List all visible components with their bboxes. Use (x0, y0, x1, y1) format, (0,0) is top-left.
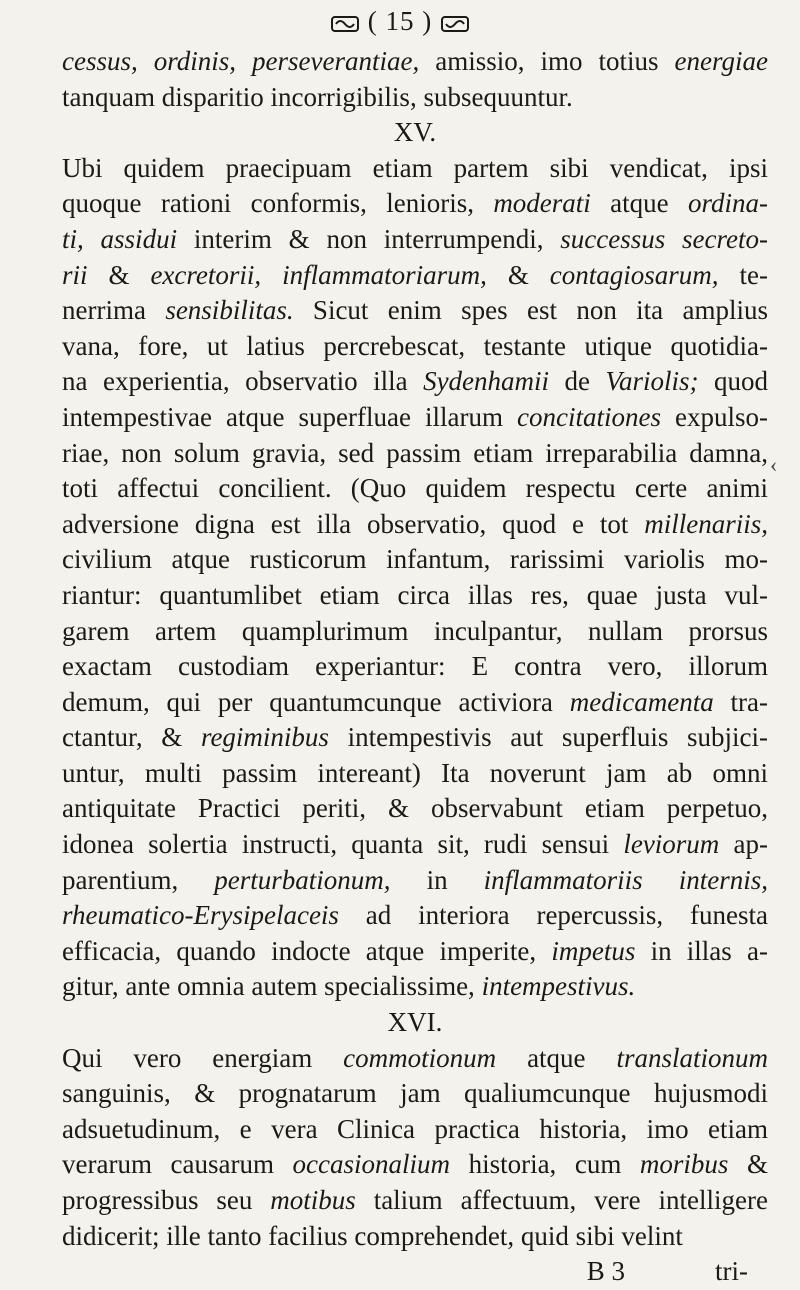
text-run: interim & non interrumpendi, (177, 223, 561, 254)
text-line (62, 542, 768, 578)
text-run: & (486, 259, 550, 290)
text-run: ctantur, & (62, 722, 201, 753)
text-run: toti affectui concilient. (Quo quidem respectu certe animi (62, 473, 768, 504)
text-line (62, 258, 768, 294)
text-run: sanguinis, & prognatarum jam qualiumcunque hujusmodi (62, 1078, 768, 1109)
margin-mark: ‹ (770, 452, 778, 477)
text-run: untur, multi passim intereant) Ita noverunt jam ab omni (62, 757, 768, 788)
italic-run: occasionalium (292, 1149, 451, 1180)
italic-run: regiminibus (200, 722, 329, 753)
text-run: exactam custodiam experiantur: E contra vero, illorum (62, 651, 768, 682)
text-run: tra- (713, 686, 768, 717)
page-footer (62, 1254, 768, 1290)
text-run: na experientia, observatio illa (62, 366, 424, 397)
text-run: progressibus seu (62, 1185, 271, 1215)
italic-run: cessus, ordinis, perseverantiae, (62, 46, 420, 76)
text-run: verarum causarum (62, 1149, 293, 1180)
text-line (62, 969, 768, 1005)
italic-run: sensibilitas. (165, 295, 294, 326)
text-line (62, 293, 768, 329)
text-run: in illas a- (635, 935, 768, 966)
text-line (62, 507, 768, 543)
italic-run: rii (62, 259, 88, 290)
italic-run: moribus (639, 1149, 729, 1180)
text-line (62, 222, 768, 258)
text-run: & (728, 1149, 768, 1180)
italic-run: concitationes (517, 401, 661, 432)
text-line (62, 471, 768, 507)
text-run: Qui vero energiam (62, 1042, 344, 1073)
text-run: Sicut enim spes est non ita amplius (293, 295, 769, 326)
italic-run: medicamenta (569, 686, 714, 717)
italic-run: ti, assidui (62, 223, 178, 254)
section-heading (62, 115, 768, 151)
text-line (62, 578, 768, 614)
text-run: idonea solertia instructi, quanta sit, rudi sensui (62, 829, 624, 860)
text-run: adversione digna est illa observatio, quod e tot (62, 508, 645, 539)
text-run: XVI. (387, 1007, 443, 1038)
text-run: quoque rationi conformis, lenioris, (62, 188, 494, 219)
text-run: historia, cum (450, 1149, 640, 1180)
italic-run: excretorii, inflammatoriarum, (150, 259, 487, 290)
italic-run: successus secreto- (560, 223, 768, 254)
italic-run: energiae (674, 46, 768, 76)
text-line (62, 898, 768, 934)
text-run: quod (698, 366, 768, 397)
text-line (62, 44, 768, 80)
text-run: riantur: quantumlibet etiam circa illas res, quae justa vul- (62, 579, 768, 610)
signature-mark: B 3 (586, 1256, 625, 1287)
printer-ornament-icon (440, 14, 470, 34)
text-line (62, 1183, 768, 1219)
text-run: antiquitate Practici periti, & observabunt etiam perpetuo, (62, 793, 768, 824)
text-run: efficacia, quando indocte atque imperite, (62, 935, 552, 966)
text-line (62, 400, 768, 436)
italic-run: Variolis; (605, 366, 699, 397)
text-run: garem artem quamplurimum inculpantur, nullam prorsus (62, 615, 768, 646)
italic-run: ordina- (687, 188, 768, 219)
text-line (62, 80, 768, 116)
text-run: adsuetudinum, e vera Clinica practica historia, imo etiam (62, 1113, 768, 1144)
italic-run: inflammatoriis internis, (483, 864, 768, 895)
text-run: intempestivae atque superfluae illarum (62, 401, 518, 432)
text-line (62, 720, 768, 756)
italic-run: motibus (270, 1185, 356, 1215)
italic-run: Sydenhamii (423, 366, 550, 397)
text-line (62, 863, 768, 899)
text-run: intempestivis aut superfluis subjici- (328, 722, 768, 753)
italic-run: leviorum (623, 829, 720, 860)
text-line (62, 1219, 768, 1255)
text-run: riae, non solum gravia, sed passim etiam irreparabilia damna, (62, 437, 768, 468)
text-line (62, 1112, 768, 1148)
section-heading (62, 1005, 768, 1041)
text-run: te- (718, 259, 768, 290)
text-line (62, 791, 768, 827)
text-run: nerrima (62, 295, 166, 326)
text-run: expulso- (660, 401, 769, 432)
page-number: ( 15 ) (367, 6, 433, 36)
text-run: amissio, imo totius (419, 46, 675, 76)
italic-run: moderati (493, 188, 591, 219)
italic-run: impetus (551, 935, 636, 966)
text-line (62, 436, 768, 472)
text-line (62, 827, 768, 863)
text-run: parentium, (62, 864, 215, 895)
text-run: demum, qui per quantumcunque activiora (62, 686, 570, 717)
text-run: vana, fore, ut latius percrebescat, testante utique quotidia- (62, 330, 768, 361)
text-line (62, 1041, 768, 1077)
text-line (62, 364, 768, 400)
italic-run: rheumatico-Erysipelaceis (62, 900, 339, 931)
text-line (62, 614, 768, 650)
text-run: de (549, 366, 606, 397)
text-run: ap- (719, 829, 768, 860)
page-header (0, 6, 800, 37)
text-run: civilium atque rusticorum infantum, rarissimi variolis mo- (62, 544, 768, 575)
text-line (62, 649, 768, 685)
catchword: tri- (715, 1256, 748, 1287)
text-run: atque (590, 188, 688, 219)
text-line (62, 1076, 768, 1112)
text-run: atque (496, 1042, 617, 1073)
text-run: in (390, 864, 484, 895)
italic-run: commotionum (343, 1042, 497, 1073)
text-line (62, 186, 768, 222)
text-run: tanquam disparitio incorrigibilis, subsequuntur. (62, 81, 573, 112)
text-run: XV. (393, 117, 437, 148)
text-line (62, 151, 768, 187)
text-line (62, 329, 768, 365)
italic-run: contagiosarum, (549, 259, 719, 290)
italic-run: perturbationum, (214, 864, 391, 895)
text-run: gitur, ante omnia autem specialissime, (62, 971, 482, 1002)
text-line (62, 934, 768, 970)
italic-run: translationum (616, 1042, 768, 1073)
text-run: & (87, 259, 151, 290)
text-line (62, 756, 768, 792)
body-text (62, 44, 768, 1290)
italic-run: intempestivus. (481, 971, 636, 1002)
text-line (62, 1147, 768, 1183)
text-run: ad interiora repercussis, funesta (338, 900, 768, 931)
text-run: Ubi quidem praecipuam etiam partem sibi vendicat, ipsi (62, 152, 768, 183)
text-run: talium affectuum, vere intelligere (355, 1185, 768, 1215)
printer-ornament-icon (330, 14, 360, 34)
text-line (62, 685, 768, 721)
italic-run: millenariis, (644, 508, 768, 539)
text-run: didicerit; ille tanto facilius comprehendet, quid sibi velint (62, 1220, 683, 1251)
